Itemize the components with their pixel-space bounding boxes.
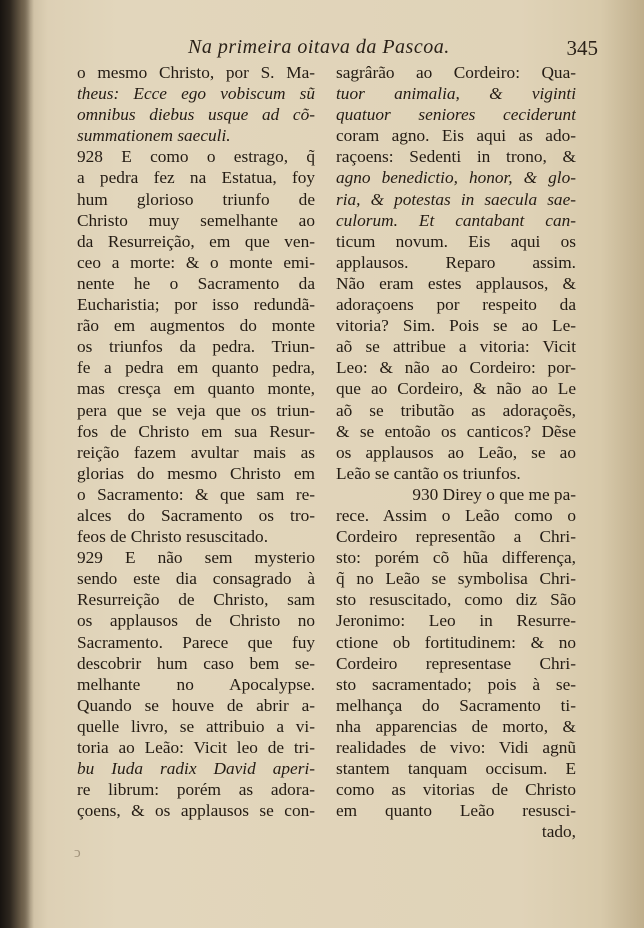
text-line: 929 E não sem mysterio <box>77 548 315 568</box>
text-line: o Sacramento: & que sam re- <box>77 484 315 504</box>
text-line: quatuor seniores ceciderunt <box>336 105 576 125</box>
page-header <box>180 36 600 60</box>
text-line: Cordeiro representase Chri- <box>336 653 576 673</box>
text-line: çoens, & os applausos se con- <box>77 801 315 821</box>
text-line: culorum. Et cantabant can- <box>336 210 576 230</box>
text-line: Christo muy semelhante ao <box>77 210 315 230</box>
text-line: vitoria? Sim. Pois se ao Le- <box>336 316 576 336</box>
catchword: ͻ <box>74 845 81 861</box>
text-line: sto resuscitado, como diz São <box>336 590 576 610</box>
text-line: nente he o Sacramento da <box>77 273 315 293</box>
text-line: Eucharistia; por isso redundã- <box>77 295 315 315</box>
text-line: ticum novum. Eis aqui os <box>336 231 576 251</box>
text-line: rão em augmentos do monte <box>77 316 315 336</box>
text-line: tuor animalia, & viginti <box>336 84 576 104</box>
text-line: descobrir hum caso bem se- <box>77 653 315 673</box>
text-line: sendo este dia consagrado à <box>77 569 315 589</box>
text-line: que ao Cordeiro, & não ao Le <box>336 379 576 399</box>
text-line: nha apparencias de morto, & <box>336 716 576 736</box>
text-line: realidades de vivo: Vidi agnũ <box>336 738 576 757</box>
text-line: melhança do Sacramento ti- <box>336 695 576 715</box>
text-line: & se entoão os canticos? Dẽse <box>336 421 576 441</box>
text-line: ceo a morte: & o monte emi- <box>77 252 315 272</box>
page-number: 345 <box>566 36 598 60</box>
text-line: os applausos ao Leão, se ao <box>336 442 576 462</box>
text-line: melhante no Apocalypse. <box>77 674 315 694</box>
text-line: aõ se tributão as adoraçoẽs, <box>336 400 576 420</box>
text-line: 928 E como o estrago, q̃ <box>77 147 315 167</box>
text-line: bu Iuda radix David aperi- <box>77 759 315 779</box>
text-line: Leão se cantão os triunfos. <box>336 463 521 483</box>
text-line: theus: Ecce ego vobiscum sũ <box>77 84 315 104</box>
text-line: fe a pedra em quanto pedra, <box>77 358 315 378</box>
text-line: re librum: porém as adora- <box>77 780 315 800</box>
text-line: hum glorioso triunfo de <box>77 189 315 209</box>
text-line: rece. Assim o Leão como o <box>336 505 576 525</box>
text-line: alces do Sacramento os tro- <box>77 505 315 525</box>
text-line: quelle livro, se attribuio a vi- <box>77 716 315 736</box>
running-title: Na primeira oitava da Pascoa. <box>188 36 450 58</box>
text-line: coram agno. Eis aqui as ado- <box>336 126 576 146</box>
text-line: sagrârão ao Cordeiro: Qua- <box>336 63 576 82</box>
text-line: como as vitorias de Christo <box>336 780 576 800</box>
text-line: tado, <box>541 822 576 842</box>
text-line: os applausos de Christo no <box>77 611 315 631</box>
text-line: reição fazem avultar mais as <box>77 442 315 462</box>
text-line: Não eram estes applausos, & <box>336 273 576 293</box>
text-line: Resurreição de Christo, sam <box>77 590 315 610</box>
text-line: Jeronimo: Leo in Resurre- <box>336 611 576 631</box>
page-gutter <box>0 0 34 928</box>
text-line: em quanto Leão resusci- <box>336 801 576 821</box>
text-line: fos de Christo em sua Resur- <box>77 421 315 441</box>
right-text-column <box>336 62 576 842</box>
text-line: Cordeiro representão a Chri- <box>336 527 576 547</box>
text-line: os triunfos da pedra. Triun- <box>77 337 315 357</box>
text-line: toria ao Leão: Vicit leo de tri- <box>77 738 315 757</box>
text-line: raçoens: Sedenti in trono, & <box>336 147 576 167</box>
text-line: da Resurreição, em que ven- <box>77 231 315 251</box>
text-line: a pedra fez na Estatua, foy <box>77 168 315 188</box>
text-line: adoraçoens por respeito da <box>336 295 576 315</box>
text-line: aõ se attribue a vitoria: Vicit <box>336 337 576 357</box>
text-line: q̃ no Leão se symbolisa Chri- <box>336 569 576 589</box>
text-line: ctione ob fortitudinem: & no <box>336 632 576 652</box>
text-line: 930 Direy o que me pa- <box>412 484 576 504</box>
text-line: sto sacramentado; pois à se- <box>336 674 576 694</box>
text-line: mas cresça em quanto monte, <box>77 379 315 399</box>
text-line: stantem tanquam occisum. E <box>336 759 576 779</box>
text-line: applausos. Reparo assim. <box>336 252 576 272</box>
text-line: summationem saeculi. <box>77 126 231 146</box>
text-line: ria, & potestas in saecula sae- <box>336 189 576 209</box>
text-line: sto: porém cõ hũa differença, <box>336 548 576 568</box>
text-line: Sacramento. Parece que fuy <box>77 632 315 652</box>
text-line: pera que se veja que os triun- <box>77 400 315 420</box>
text-line: o mesmo Christo, por S. Ma- <box>77 63 315 82</box>
text-line: glorias do mesmo Christo em <box>77 463 315 483</box>
left-text-column <box>77 62 315 821</box>
text-line: omnibus diebus usque ad cõ- <box>77 105 315 125</box>
text-line: Quando se houve de abrir a- <box>77 695 315 715</box>
text-line: Leo: & não ao Cordeiro: por- <box>336 358 576 378</box>
text-line: agno benedictio, honor, & glo- <box>336 168 576 188</box>
text-line: feos de Christo resuscitado. <box>77 527 269 547</box>
